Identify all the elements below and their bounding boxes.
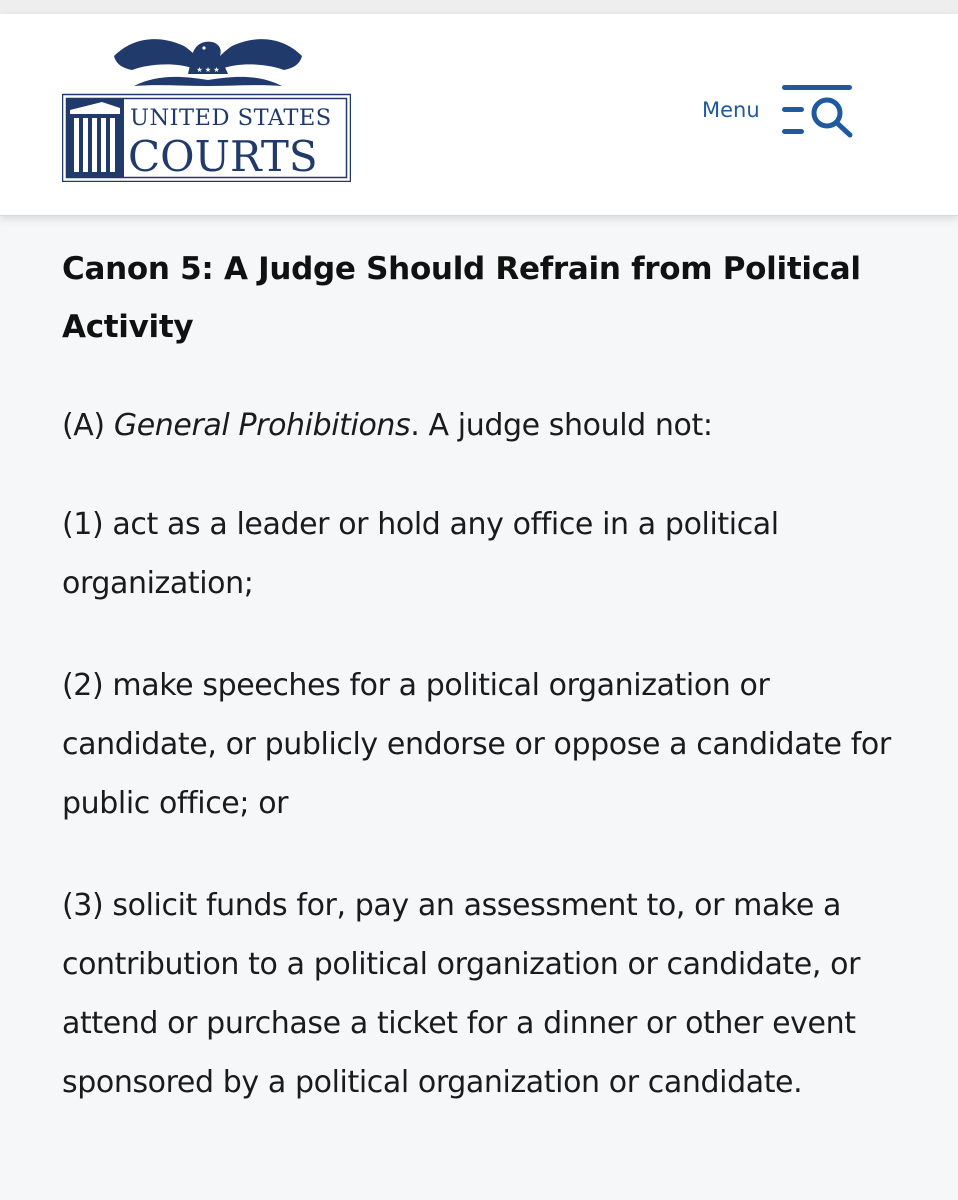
prohibition-item-2: (2) make speeches for a political organization or candidate, or publicly endorse or oppose a candidate for public office; or (62, 668, 891, 821)
menu-label: Menu (702, 98, 760, 122)
menu-button[interactable] (700, 82, 858, 146)
svg-text:★ ★ ★: ★ ★ ★ (196, 66, 220, 74)
site-header (0, 14, 958, 216)
top-strip (0, 0, 958, 14)
prohibition-item-3: (3) solicit funds for, pay an assessment to, or make a contribution to a political organization or candidate, or attend or purchase a ticket for a dinner or other event sponsored by a political organization or candidate. (62, 888, 861, 1100)
article-content (62, 240, 912, 1112)
menu-search-icon (780, 82, 856, 146)
logo-line-2: COURTS (128, 132, 318, 181)
us-courts-logo[interactable] (62, 34, 351, 182)
canon-title: Canon 5: A Judge Should Refrain from Political Activity (62, 251, 861, 345)
section-a-intro (62, 396, 912, 455)
section-a-prefix: (A) (62, 408, 114, 443)
section-a-suffix: . A judge should not: (410, 408, 713, 443)
logo-line-1: UNITED STATES (130, 105, 332, 131)
prohibition-item-1: (1) act as a leader or hold any office in a political organization; (62, 507, 779, 601)
section-a-heading: General Prohibitions (113, 408, 411, 443)
